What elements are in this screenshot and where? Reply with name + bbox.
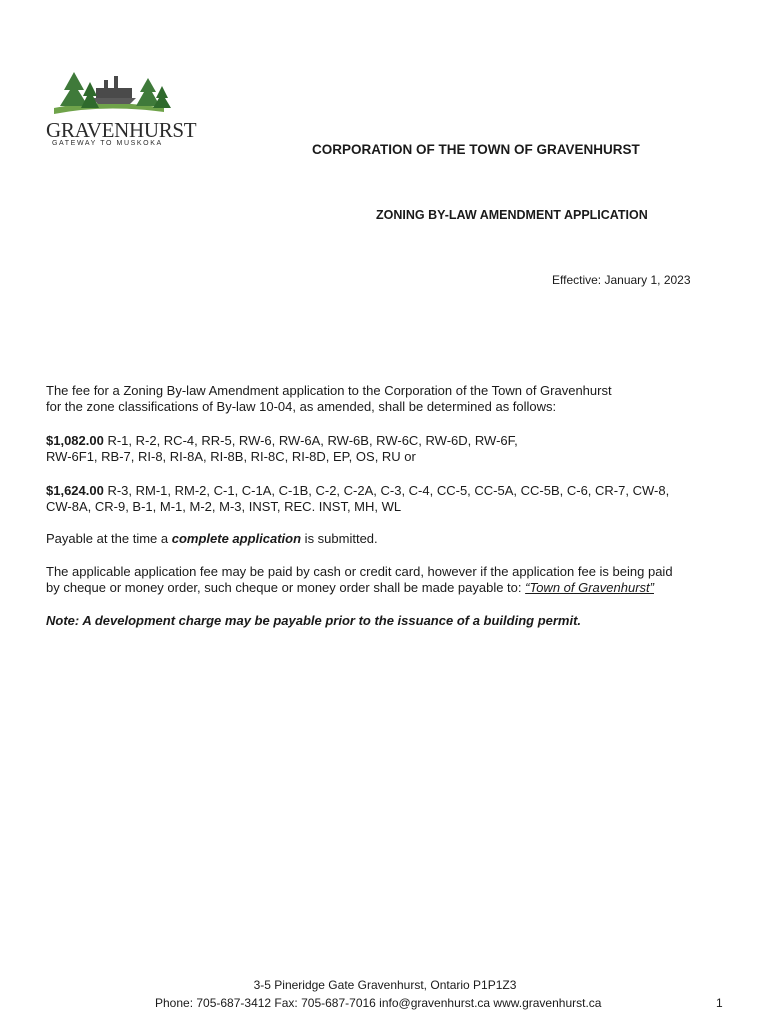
payment-line: The applicable application fee may be paid by cash or credit card, however if the application fee is being paid: [46, 564, 673, 579]
development-charge-note: Note: A development charge may be payable prior to the issuance of a building permit.: [46, 613, 582, 628]
footer-address: 3-5 Pineridge Gate Gravenhurst, Ontario P1P1Z3: [253, 978, 517, 992]
effective-date: Effective: January 1, 2023: [552, 273, 691, 287]
payable-prefix: Payable at the time a: [46, 531, 172, 546]
fee-zones: CW-8A, CR-9, B-1, M-1, M-2, M-3, INST, REC. INST, MH, WL: [46, 499, 402, 514]
form-title: ZONING BY-LAW AMENDMENT APPLICATION: [376, 208, 648, 222]
fee-amount: $1,624.00: [46, 483, 104, 498]
intro-paragraph: [46, 383, 726, 415]
payable-paragraph: [46, 531, 726, 547]
intro-line: for the zone classifications of By-law 10-04, as amended, shall be determined as follows:: [46, 399, 557, 414]
logo-tagline: GATEWAY TO MUSKOKA: [52, 140, 163, 147]
payment-line: by cheque or money order, such cheque or money order shall be made payable to:: [46, 580, 526, 595]
fee-zones: R-3, RM-1, RM-2, C-1, C-1A, C-1B, C-2, C-2A, C-3, C-4, CC-5, CC-5A, CC-5B, C-6, CR-7, CW-8,: [103, 483, 670, 498]
intro-line: The fee for a Zoning By-law Amendment application to the Corporation of the Town of Gravenhurst: [46, 383, 612, 398]
payment-paragraph: [46, 564, 726, 596]
gravenhurst-logo: [44, 68, 197, 150]
fee-zones: R-1, R-2, RC-4, RR-5, RW-6, RW-6A, RW-6B, RW-6C, RW-6D, RW-6F,: [103, 433, 518, 448]
corporation-title: CORPORATION OF THE TOWN OF GRAVENHURST: [312, 142, 640, 157]
fee-tier-1: [46, 433, 726, 465]
fee-amount: $1,082.00: [46, 433, 104, 448]
fee-zones: RW-6F1, RB-7, RI-8, RI-8A, RI-8B, RI-8C, RI-8D, EP, OS, RU or: [46, 449, 416, 464]
footer-contact: Phone: 705-687-3412 Fax: 705-687-7016 info@gravenhurst.ca www.gravenhurst.ca: [155, 996, 602, 1010]
logo-wordmark: GRAVENHURST: [46, 118, 197, 142]
payable-emphasis: complete application: [171, 531, 302, 546]
fee-tier-2: [46, 483, 726, 515]
payable-suffix: is submitted.: [301, 531, 378, 546]
page-number: 1: [716, 996, 723, 1010]
trees-and-steamship-icon: [44, 68, 189, 118]
payee-name: “Town of Gravenhurst”: [525, 580, 654, 595]
